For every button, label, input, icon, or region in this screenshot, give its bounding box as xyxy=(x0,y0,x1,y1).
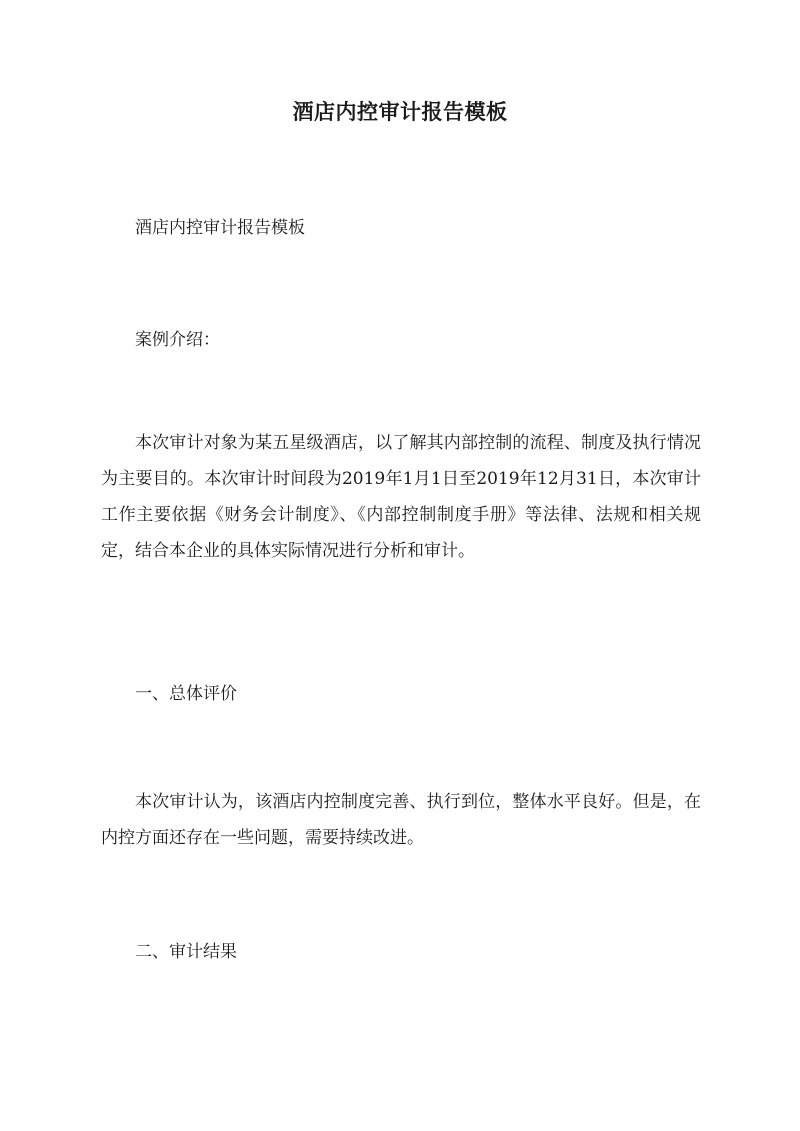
section1-heading: 一、总体评价 xyxy=(135,684,237,704)
document-subtitle: 酒店内控审计报告模板 xyxy=(135,218,305,238)
intro-paragraph: 本次审计对象为某五星级酒店，以了解其内部控制的流程、制度及执行情况为主要目的。本次审计时间段为2019年1月1日至2019年12月31日，本次审计工作主要依据《财务会计制度》、《内部控制制度手册》等法律、法规和相关规定，结合本企业的具体实际情况进行分析和审计。 xyxy=(101,433,701,561)
section2-heading: 二、审计结果 xyxy=(135,942,237,962)
section1-paragraph: 本次审计认为，该酒店内控制度完善、执行到位，整体水平良好。但是，在内控方面还存在一些问题，需要持续改进。 xyxy=(101,792,701,848)
document-title: 酒店内控审计报告模板 xyxy=(292,99,508,124)
case-heading: 案例介绍： xyxy=(135,330,220,350)
